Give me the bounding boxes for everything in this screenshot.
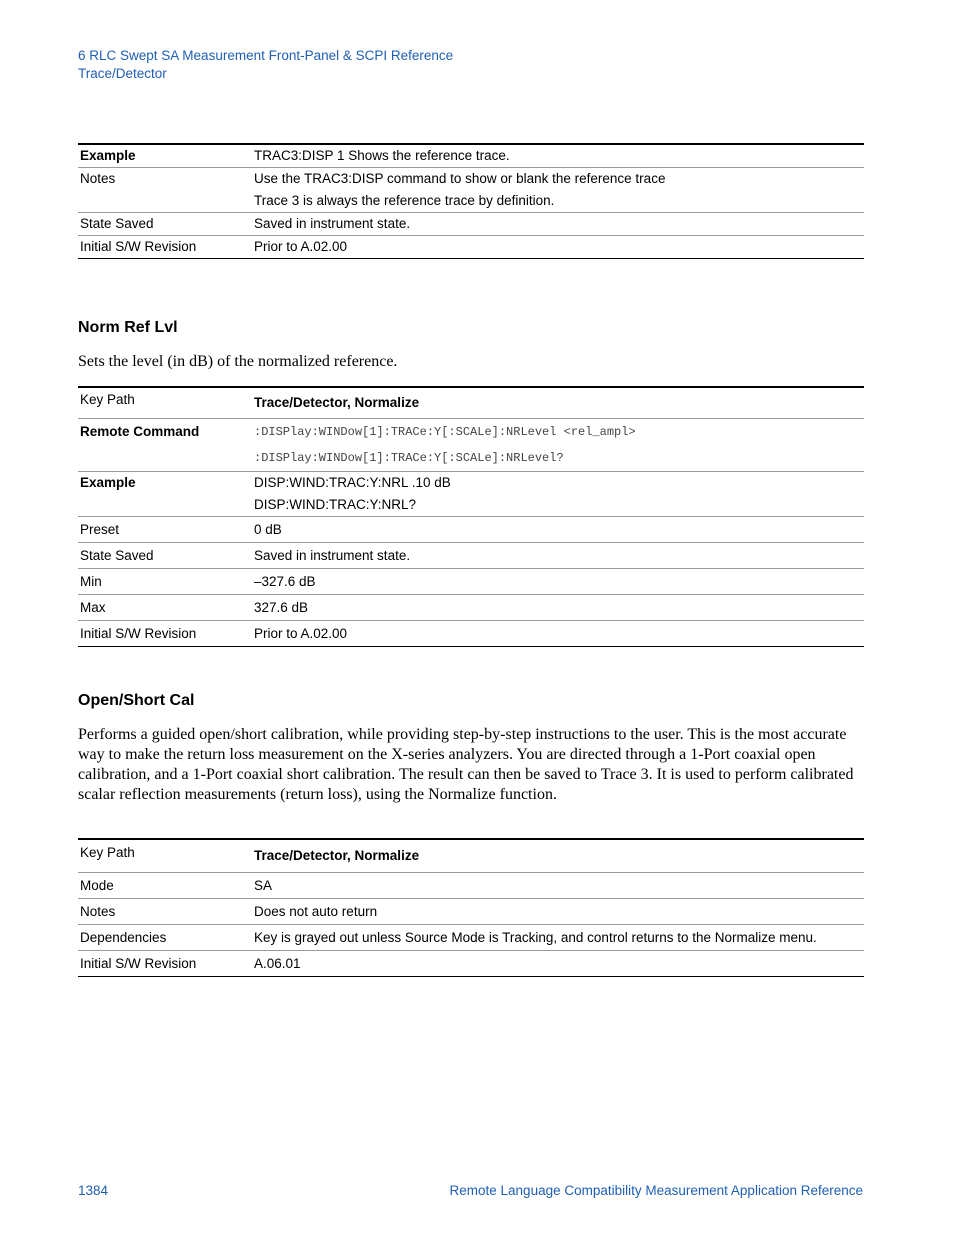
row-label: Min bbox=[80, 574, 102, 589]
row-value: A.06.01 bbox=[254, 956, 301, 971]
table-row bbox=[78, 144, 864, 168]
table-row bbox=[78, 213, 864, 236]
table-row bbox=[78, 951, 864, 977]
table-row bbox=[78, 925, 864, 951]
row-label: State Saved bbox=[80, 216, 154, 231]
row-value bbox=[252, 419, 864, 472]
row-value bbox=[252, 472, 864, 517]
row-label: Notes bbox=[80, 171, 116, 186]
row-label: Remote Command bbox=[80, 424, 200, 439]
table-row bbox=[78, 387, 864, 419]
example-line: DISP:WIND:TRAC:Y:NRL? bbox=[254, 497, 417, 512]
row-label: Initial S/W Revision bbox=[80, 956, 197, 971]
row-label: State Saved bbox=[80, 548, 154, 563]
table-row bbox=[78, 517, 864, 543]
notes-line: Trace 3 is always the reference trace by definition. bbox=[254, 193, 555, 208]
section-heading-norm-ref-lvl: Norm Ref Lvl bbox=[78, 319, 178, 336]
example-table bbox=[78, 143, 864, 259]
table-row bbox=[78, 621, 864, 647]
row-value: –327.6 dB bbox=[254, 574, 316, 589]
row-label: Notes bbox=[80, 904, 116, 919]
table-row bbox=[78, 839, 864, 873]
row-label: Dependencies bbox=[80, 930, 167, 945]
remote-query-line: :DISPlay:WINDow[1]:TRACe:Y[:SCALe]:NRLevel? bbox=[254, 451, 564, 465]
table-row bbox=[78, 569, 864, 595]
row-value: Key is grayed out unless Source Mode is Tracking, and control returns to the Normalize menu. bbox=[254, 930, 817, 945]
row-value: Trace/Detector, Normalize bbox=[254, 395, 420, 410]
norm-ref-lvl-table bbox=[78, 386, 864, 647]
row-value: Prior to A.02.00 bbox=[254, 626, 348, 641]
table-row bbox=[78, 472, 864, 517]
page-number: 1384 bbox=[78, 1183, 109, 1198]
row-label: Max bbox=[80, 600, 106, 615]
table-row bbox=[78, 595, 864, 621]
section-heading-open-short-cal: Open/Short Cal bbox=[78, 692, 195, 709]
row-label: Mode bbox=[80, 878, 114, 893]
row-label: Key Path bbox=[80, 392, 135, 407]
row-value: Does not auto return bbox=[254, 904, 378, 919]
row-value: Prior to A.02.00 bbox=[254, 239, 348, 254]
table-row bbox=[78, 543, 864, 569]
row-value: Trace/Detector, Normalize bbox=[254, 848, 420, 863]
row-label: Key Path bbox=[80, 845, 135, 860]
row-value: 327.6 dB bbox=[254, 600, 309, 615]
open-short-description: Performs a guided open/short calibration, while providing step-by-step instructions to the user. This is the most accurate way to make the return loss measurement on the X-series analyzers. You are directed through a 1-Port coaxial open calibration, and a 1-Port coaxial short calibration. The result can then be saved to Trace 3. It is used to perform calibrated scalar reflection measurements (return loss), using the Normalize function. bbox=[78, 726, 854, 803]
running-header-section: Trace/Detector bbox=[78, 66, 167, 81]
row-label: Example bbox=[80, 475, 136, 490]
row-value: Saved in instrument state. bbox=[254, 216, 411, 231]
row-label: Example bbox=[80, 148, 136, 163]
row-label: Preset bbox=[80, 522, 120, 537]
footer-title: Remote Language Compatibility Measurement Application Reference bbox=[449, 1183, 863, 1198]
table-row bbox=[78, 168, 864, 213]
row-value bbox=[252, 168, 864, 213]
row-value: 0 dB bbox=[254, 522, 282, 537]
open-short-cal-table bbox=[78, 838, 864, 977]
remote-command-line: :DISPlay:WINDow[1]:TRACe:Y[:SCALe]:NRLevel <rel_ampl> bbox=[254, 425, 636, 439]
row-value: SA bbox=[254, 878, 273, 893]
table-row bbox=[78, 873, 864, 899]
notes-line: Use the TRAC3:DISP command to show or blank the reference trace bbox=[254, 171, 666, 186]
row-label: Initial S/W Revision bbox=[80, 626, 197, 641]
row-value: Saved in instrument state. bbox=[254, 548, 411, 563]
table-row bbox=[78, 899, 864, 925]
table-row bbox=[78, 236, 864, 259]
row-value: TRAC3:DISP 1 Shows the reference trace. bbox=[254, 148, 510, 163]
example-line: DISP:WIND:TRAC:Y:NRL .10 dB bbox=[254, 475, 451, 490]
row-label: Initial S/W Revision bbox=[80, 239, 197, 254]
table-row bbox=[78, 419, 864, 472]
running-header-chapter: 6 RLC Swept SA Measurement Front-Panel & SCPI Reference bbox=[78, 48, 454, 63]
norm-description: Sets the level (in dB) of the normalized reference. bbox=[78, 353, 398, 370]
